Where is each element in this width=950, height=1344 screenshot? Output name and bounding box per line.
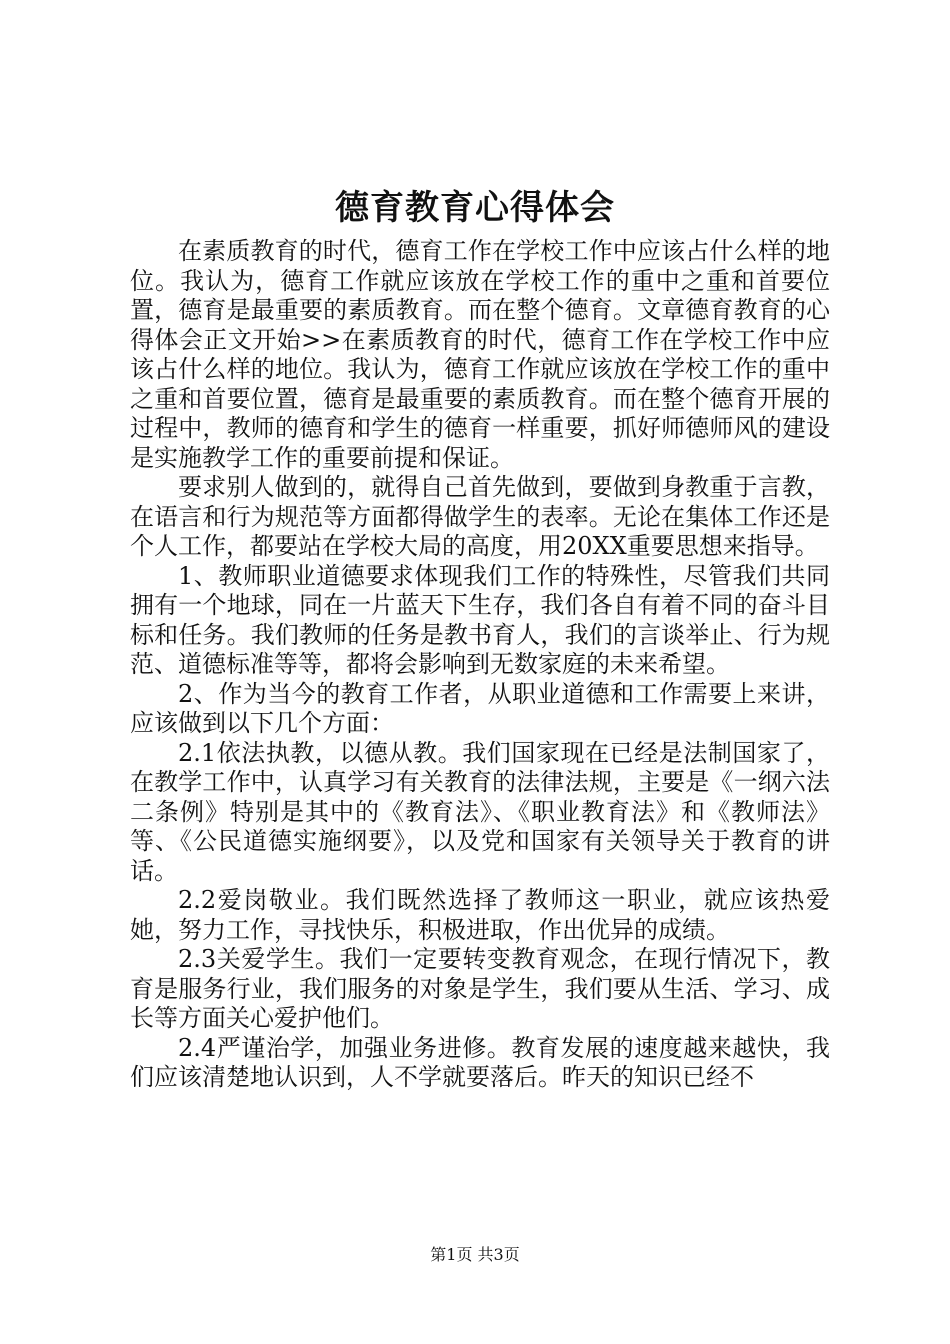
paragraph-5: 2.1依法执教，以德从教。我们国家现在已经是法制国家了，在教学工作中，认真学习有关教育的法律法规，主要是《一纲六法二条例》特别是其中的《教育法》、《职业教育法》和《教师法》等、《公民道德实施纲要》，以及党和国家有关领导关于教育的讲话。 xyxy=(130,738,830,885)
paragraph-3: 1、教师职业道德要求体现我们工作的特殊性，尽管我们共同拥有一个地球，同在一片蓝天下生存，我们各自有着不同的奋斗目标和任务。我们教师的任务是教书育人，我们的言谈举止、行为规范、道德标准等等，都将会影响到无数家庭的未来希望。 xyxy=(130,561,830,678)
paragraph-8: 2.4严谨治学，加强业务进修。教育发展的速度越来越快，我们应该清楚地认识到，人不学就要落后。昨天的知识已经不 xyxy=(130,1033,830,1091)
paragraph-4: 2、作为当今的教育工作者，从职业道德和工作需要上来讲，应该做到以下几个方面： xyxy=(130,679,830,737)
paragraph-2: 要求别人做到的，就得自己首先做到，要做到身教重于言教，在语言和行为规范等方面都得做学生的表率。无论在集体工作还是个人工作，都要站在学校大局的高度，用20XX重要思想来指导。 xyxy=(130,473,830,560)
paragraph-1: 在素质教育的时代，德育工作在学校工作中应该占什么样的地位。我认为，德育工作就应该放在学校工作的重中之重和首要位置，德育是最重要的素质教育。而在整个德育。文章德育教育的心得体会正文开始>>在素质教育的时代，德育工作在学校工作中应该占什么样的地位。我认为，德育工作就应该放在学校工作的重中之重和首要位置，德育是最重要的素质教育。而在整个德育开展的过程中，教师的德育和学生的德育一样重要，抓好师德师风的建设是实施教学工作的重要前提和保证。 xyxy=(130,237,830,472)
document-body xyxy=(130,237,830,1093)
page-number: 第1页 共3页 xyxy=(430,1245,520,1264)
paragraph-7: 2.3关爱学生。我们一定要转变教育观念，在现行情况下，教育是服务行业，我们服务的对象是学生，我们要从生活、学习、成长等方面关心爱护他们。 xyxy=(130,945,830,1032)
document-title: 德育教育心得体会 xyxy=(335,188,615,228)
paragraph-6: 2.2爱岗敬业。我们既然选择了教师这一职业，就应该热爱她，努力工作，寻找快乐，积极进取，作出优异的成绩。 xyxy=(130,886,830,944)
